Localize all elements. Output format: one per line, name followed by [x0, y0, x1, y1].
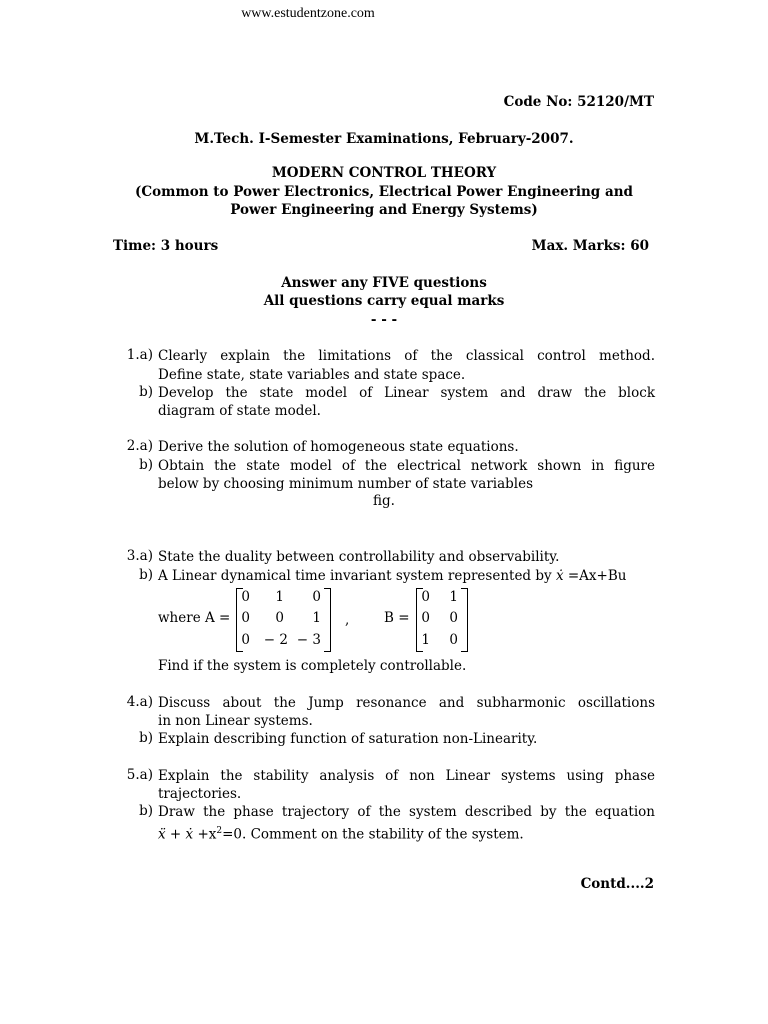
q3b-text-line1	[158, 567, 668, 586]
matrix-b-cell: 0	[449, 610, 458, 626]
where-a-label: where A =	[158, 610, 231, 626]
b-label: B =	[384, 610, 410, 626]
q1a-text-line1: Clearly explain the limitations of the classical control method.	[158, 348, 655, 364]
q4b-text-line1: Explain describing function of saturation non-Linearity.	[158, 731, 538, 747]
x-dot: ẋ	[185, 826, 194, 843]
q5a-text-line2: trajectories.	[158, 786, 242, 802]
x-term: +x	[193, 826, 217, 843]
matrix-a-cell: 0	[312, 589, 321, 605]
matrix-a-cell: − 2	[263, 632, 288, 648]
q3b-number: b)	[139, 567, 153, 583]
plus-sign: +	[165, 826, 186, 843]
matrix-a-cell: − 3	[296, 632, 321, 648]
q4a-number: 4.a)	[126, 694, 153, 710]
q5b-number: b)	[139, 803, 153, 819]
q3a-number: 3.a)	[126, 548, 153, 564]
matrix-a-cell: 1	[312, 610, 321, 626]
matrix-b-cell: 0	[421, 610, 430, 626]
q1b-text-line2: diagram of state model.	[158, 403, 321, 419]
instruction-2: All questions carry equal marks	[263, 293, 505, 309]
matrix-b-right-bracket	[461, 588, 468, 652]
q2b-text-line1: Obtain the state model of the electrical network shown in figure	[158, 458, 655, 474]
q3a-text-line1: State the duality between controllability and observability.	[158, 549, 560, 565]
q1a-number: 1.a)	[126, 347, 153, 363]
q4a-text-line2: in non Linear systems.	[158, 713, 313, 729]
matrix-b-cell: 0	[449, 632, 458, 648]
matrix-b-cell: 1	[421, 632, 430, 648]
q3b-text-part: A Linear dynamical time invariant system represented by	[158, 568, 556, 584]
instruction-1: Answer any FIVE questions	[281, 275, 487, 291]
square-exponent: 2	[216, 826, 223, 836]
q5b-text-line2	[158, 822, 655, 844]
matrix-a-cell: 0	[241, 610, 250, 626]
matrix-comma: ,	[345, 612, 350, 628]
q2b-number: b)	[139, 457, 153, 473]
source-url: www.estudentzone.com	[241, 6, 375, 21]
q1b-number: b)	[139, 384, 153, 400]
figure-placeholder: fig.	[373, 493, 395, 509]
matrix-a	[236, 588, 331, 650]
matrix-b	[416, 588, 468, 650]
x-dot: ẋ	[555, 568, 564, 584]
exam-time: Time: 3 hours	[113, 238, 219, 254]
q4b-number: b)	[139, 730, 153, 746]
matrix-a-cell: 0	[275, 610, 284, 626]
exam-title: M.Tech. I-Semester Examinations, February-2007.	[194, 131, 574, 147]
q1b-text-line1: Develop the state model of Linear system and draw the block	[158, 385, 655, 401]
common-line-1: (Common to Power Electronics, Electrical Power Engineering and	[135, 184, 633, 200]
q1a-text-line2: Define state, state variables and state space.	[158, 367, 466, 383]
matrix-b-cell: 1	[449, 589, 458, 605]
q5b-text-end: =0. Comment on the stability of the system.	[222, 826, 524, 843]
matrix-a-cell: 0	[241, 589, 250, 605]
common-line-2: Power Engineering and Energy Systems)	[230, 202, 538, 218]
q5a-text-line1: Explain the stability analysis of non Linear systems using phase	[158, 768, 655, 784]
matrix-a-right-bracket	[324, 588, 331, 652]
x-double-dot: ẍ	[158, 826, 166, 843]
q2b-text-line2: below by choosing minimum number of state variables	[158, 476, 534, 492]
q3b-text-line3: Find if the system is completely controllable.	[158, 658, 467, 674]
q2a-text-line1: Derive the solution of homogeneous state equations.	[158, 439, 519, 455]
max-marks: Max. Marks: 60	[531, 238, 649, 254]
continued-marker: Contd....2	[580, 876, 654, 892]
q3b-equation-rest: =Ax+Bu	[563, 568, 627, 584]
q2a-number: 2.a)	[126, 438, 153, 454]
q5a-number: 5.a)	[126, 767, 153, 783]
q4a-text-line1: Discuss about the Jump resonance and subharmonic oscillations	[158, 695, 655, 711]
q5b-text-line1: Draw the phase trajectory of the system described by the equation	[158, 804, 655, 820]
exam-code: Code No: 52120/MT	[503, 94, 654, 110]
matrix-b-cell: 0	[421, 589, 430, 605]
matrix-a-cell: 0	[241, 632, 250, 648]
matrix-a-cell: 1	[275, 589, 284, 605]
subject-title: MODERN CONTROL THEORY	[271, 165, 497, 181]
separator: - - -	[370, 312, 398, 328]
